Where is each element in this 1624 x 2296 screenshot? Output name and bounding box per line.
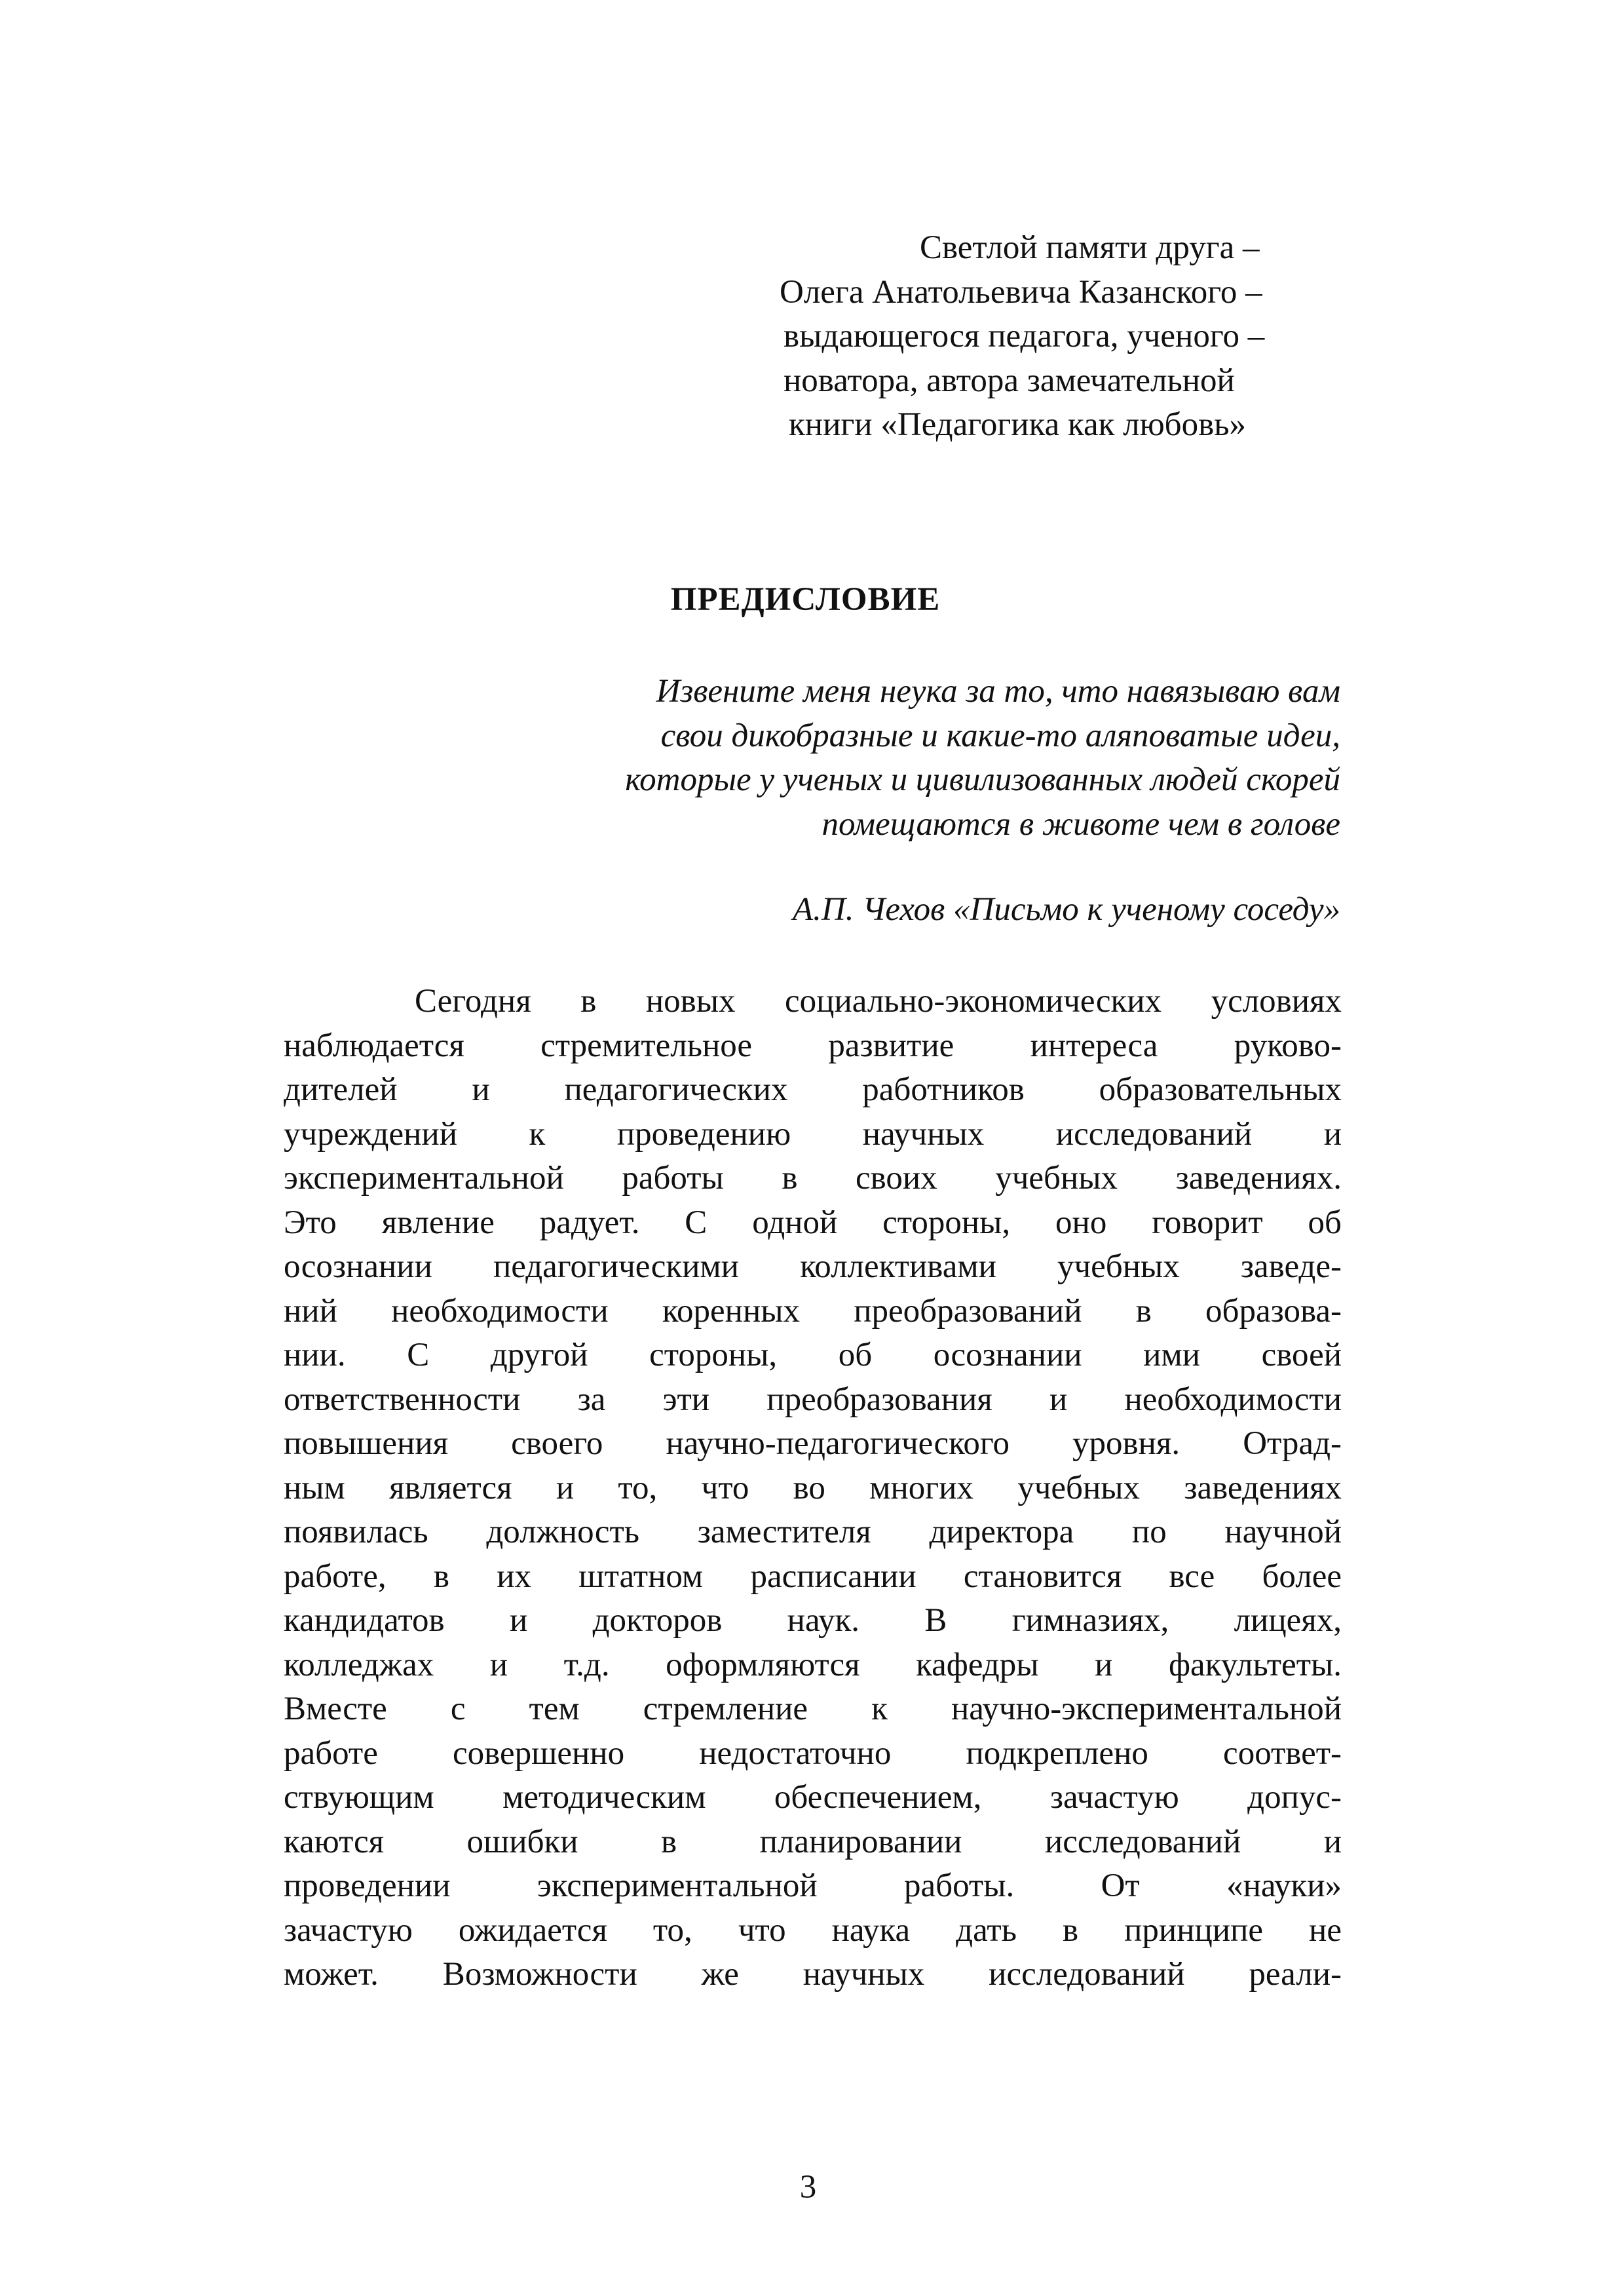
body-line: колледжах и т.д. оформляются кафедры и факультеты.	[284, 1646, 1342, 1683]
section-heading-text: ПРЕДИСЛОВИЕ	[670, 581, 941, 618]
body-line: появилась должность заместителя директора по научной	[284, 1514, 1342, 1550]
body-line: ний необходимости коренных преобразований в образова-	[284, 1292, 1342, 1330]
dedication-line: Олега Анатольевича Казанского –	[780, 273, 1262, 311]
dedication	[773, 226, 1363, 448]
body-line: работе совершенно недостаточно подкреплено соответ-	[284, 1734, 1342, 1772]
body-line: работе, в их штатном расписании становится все более	[284, 1558, 1342, 1595]
epigraph	[423, 670, 1340, 847]
body-line: дителей и педагогических работников образовательных	[284, 1071, 1342, 1108]
dedication-line: Светлой памяти друга –	[920, 229, 1260, 266]
dedication-line: выдающегося педагога, ученого –	[784, 318, 1265, 354]
body-line: наблюдается стремительное развитие интереса руково-	[284, 1027, 1342, 1064]
body-line: ответственности за эти преобразования и необходимости	[284, 1381, 1342, 1418]
body-paragraph	[284, 980, 1342, 1997]
body-line: может. Возможности же научных исследований реали-	[284, 1956, 1342, 1993]
epigraph-line: Извените меня неука за то, что навязываю вам	[656, 673, 1340, 710]
body-line: ным является и то, что во многих учебных заведениях	[284, 1469, 1342, 1506]
body-line: ствующим методическим обеспечением, зачастую допус-	[284, 1779, 1342, 1816]
body-line: учреждений к проведению научных исследований и	[284, 1115, 1342, 1153]
body-line: нии. С другой стороны, об осознании ими своей	[284, 1337, 1342, 1373]
body-line: кандидатов и докторов наук. В гимназиях, лицеях,	[284, 1602, 1342, 1639]
epigraph-line: помещаются в животе чем в голове	[821, 805, 1340, 843]
epigraph-attribution: А.П. Чехов «Письмо к ученому соседу»	[792, 891, 1340, 928]
page-number-text: 3	[799, 2169, 817, 2206]
epigraph-line: свои дикобразные и какие-то аляповатые идеи,	[660, 717, 1340, 754]
body-line: зачастую ожидается то, что наука дать в принципе не	[284, 1911, 1342, 1949]
body-line: Это явление радует. С одной стороны, оно говорит об	[284, 1204, 1342, 1241]
page-number	[0, 2166, 1624, 2210]
section-heading	[0, 578, 1624, 622]
body-line: экспериментальной работы в своих учебных заведениях.	[284, 1160, 1342, 1196]
body-line: Сегодня в новых социально-экономических условиях	[415, 983, 1342, 1020]
body-line: повышения своего научно-педагогического уровня. Отрад-	[284, 1425, 1342, 1462]
body-line: Вместе с тем стремление к научно-экспериментальной	[284, 1691, 1342, 1727]
body-line: осознании педагогическими коллективами учебных заведе-	[284, 1248, 1342, 1285]
epigraph-line: которые у ученых и цивилизованных людей скорей	[625, 761, 1340, 798]
body-line: проведении экспериментальной работы. От «науки»	[284, 1867, 1342, 1904]
dedication-line: книги «Педагогика как любовь»	[789, 406, 1246, 443]
dedication-line: новатора, автора замечательной	[784, 362, 1235, 399]
body-line: каются ошибки в планировании исследований и	[284, 1823, 1342, 1860]
